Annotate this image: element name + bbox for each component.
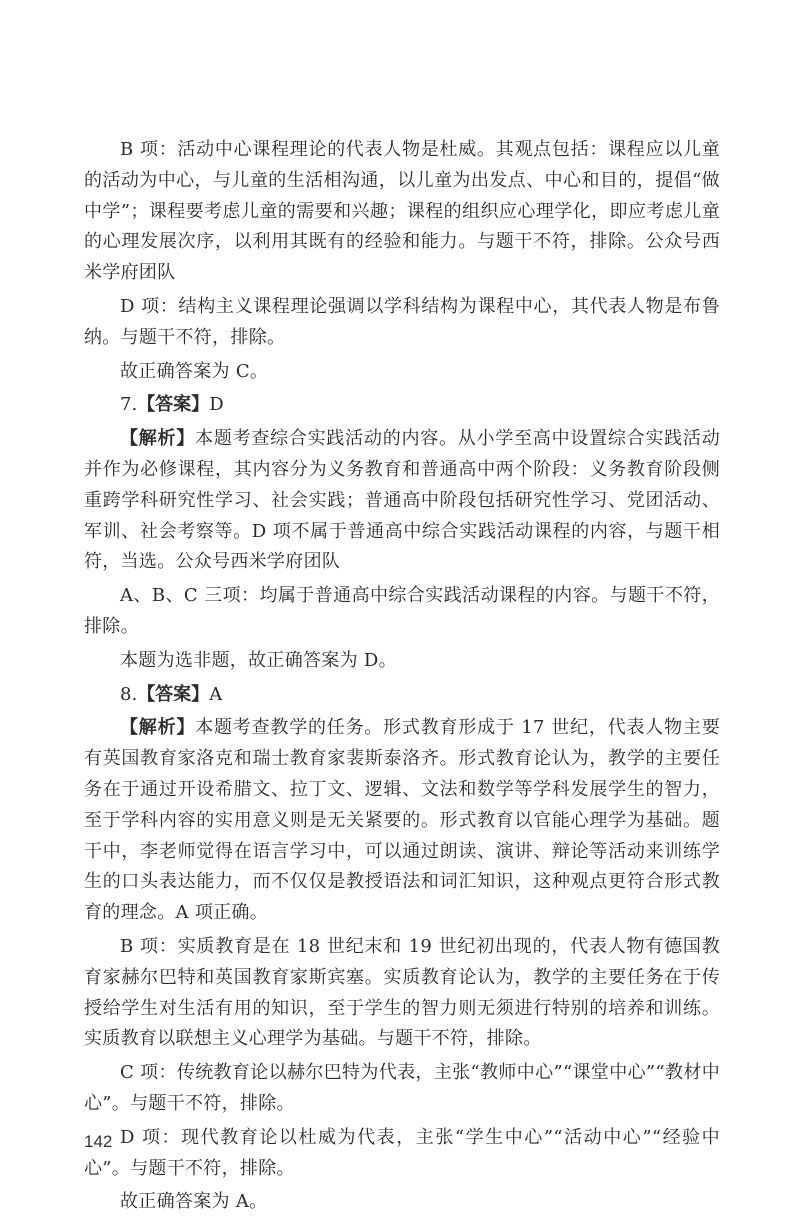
q7-analysis-text: 本题考查综合实践活动的内容。从小学至高中设置综合实践活动并作为必修课程，其内容分为义务教育和普通高中两个阶段：义务教育阶段侧重跨学科研究性学习、社会实践；普通高中阶段包括研究性学习、党团活动、军训、社会考察等。D 项不属于普通高中综合实践活动课程的内容，与题干相符，当选。公众号西米学府团队 <box>84 428 720 573</box>
q8-analysis <box>84 713 720 929</box>
q8-analysis-label: 【解析】 <box>120 717 196 739</box>
paragraph-conclusion-d: 本题为选非题，故正确答案为 D。 <box>120 649 397 671</box>
q7-number: 7. <box>120 394 138 416</box>
paragraph-option-d-modern: D 项：现代教育论以杜威为代表，主张“学生中心”“活动中心”“经验中心”。与题干不符，排除。 <box>84 1126 720 1179</box>
q7-answer-label: 【答案】 <box>137 394 210 416</box>
paragraph-conclusion-c: 故正确答案为 C。 <box>120 360 269 382</box>
paragraph-option-c-traditional: C 项：传统教育论以赫尔巴特为代表，主张“教师中心”“课堂中心”“教材中心”。与题干不符，排除。 <box>84 1062 720 1114</box>
q8-answer-line <box>84 680 720 711</box>
q7-answer-value: D <box>209 394 224 416</box>
paragraph-option-b-substantive: B 项：实质教育是在 18 世纪末和 19 世纪初出现的，代表人物有德国教育家赫尔巴特和英国教育家斯宾塞。实质教育论认为，教学的主要任务在于传授给学生对生活有用的知识，至于学生的智力则无须进行特别的培养和训练。实质教育以联想主义心理学为基础。与题干不符，排除。 <box>84 935 720 1050</box>
page-number: 142 <box>84 1132 113 1151</box>
q8-number: 8. <box>120 683 138 705</box>
paragraph-option-b-analysis: B 项：活动中心课程理论的代表人物是杜威。其观点包括：课程应以儿童的活动为中心，与儿童的生活相沟通，以儿童为出发点、中心和目的，提倡“做中学”；课程要考虑儿童的需要和兴趣；课程的组织应心理学化，即应考虑儿童的心理发展次序，以利用其既有的经验和能力。与题干不符，排除。公众号西米学府团队 <box>84 139 720 284</box>
q8-answer-value: A <box>209 683 223 705</box>
q7-answer-line <box>84 390 720 421</box>
q7-analysis-label: 【解析】 <box>120 428 196 450</box>
q8-answer-label: 【答案】 <box>137 683 210 705</box>
page-body <box>84 135 720 1221</box>
q8-analysis-text: 本题考查教学的任务。形式教育形成于 17 世纪，代表人物主要有英国教育家洛克和瑞士教育家裴斯泰洛齐。形式教育论认为，教学的主要任务在于通过开设希腊文、拉丁文、逻辑、文法和数学等学科发展学生的智力，至于学科内容的实用意义则是无关紧要的。形式教育以官能心理学为基础。题干中，李老师觉得在语言学习中，可以通过朗读、演讲、辩论等活动来训练学生的口头表达能力，而不仅仅是教授语法和词汇知识，这种观点更符合形式教育的理念。A 项正确。 <box>84 717 720 924</box>
paragraph-conclusion-a: 故正确答案为 A。 <box>120 1191 268 1213</box>
q7-analysis <box>84 424 720 578</box>
paragraph-options-abc: A、B、C 三项：均属于普通高中综合实践活动课程的内容。与题干不符，排除。 <box>84 585 720 637</box>
paragraph-option-d-analysis: D 项：结构主义课程理论强调以学科结构为课程中心，其代表人物是布鲁纳。与题干不符，排除。 <box>84 295 720 348</box>
